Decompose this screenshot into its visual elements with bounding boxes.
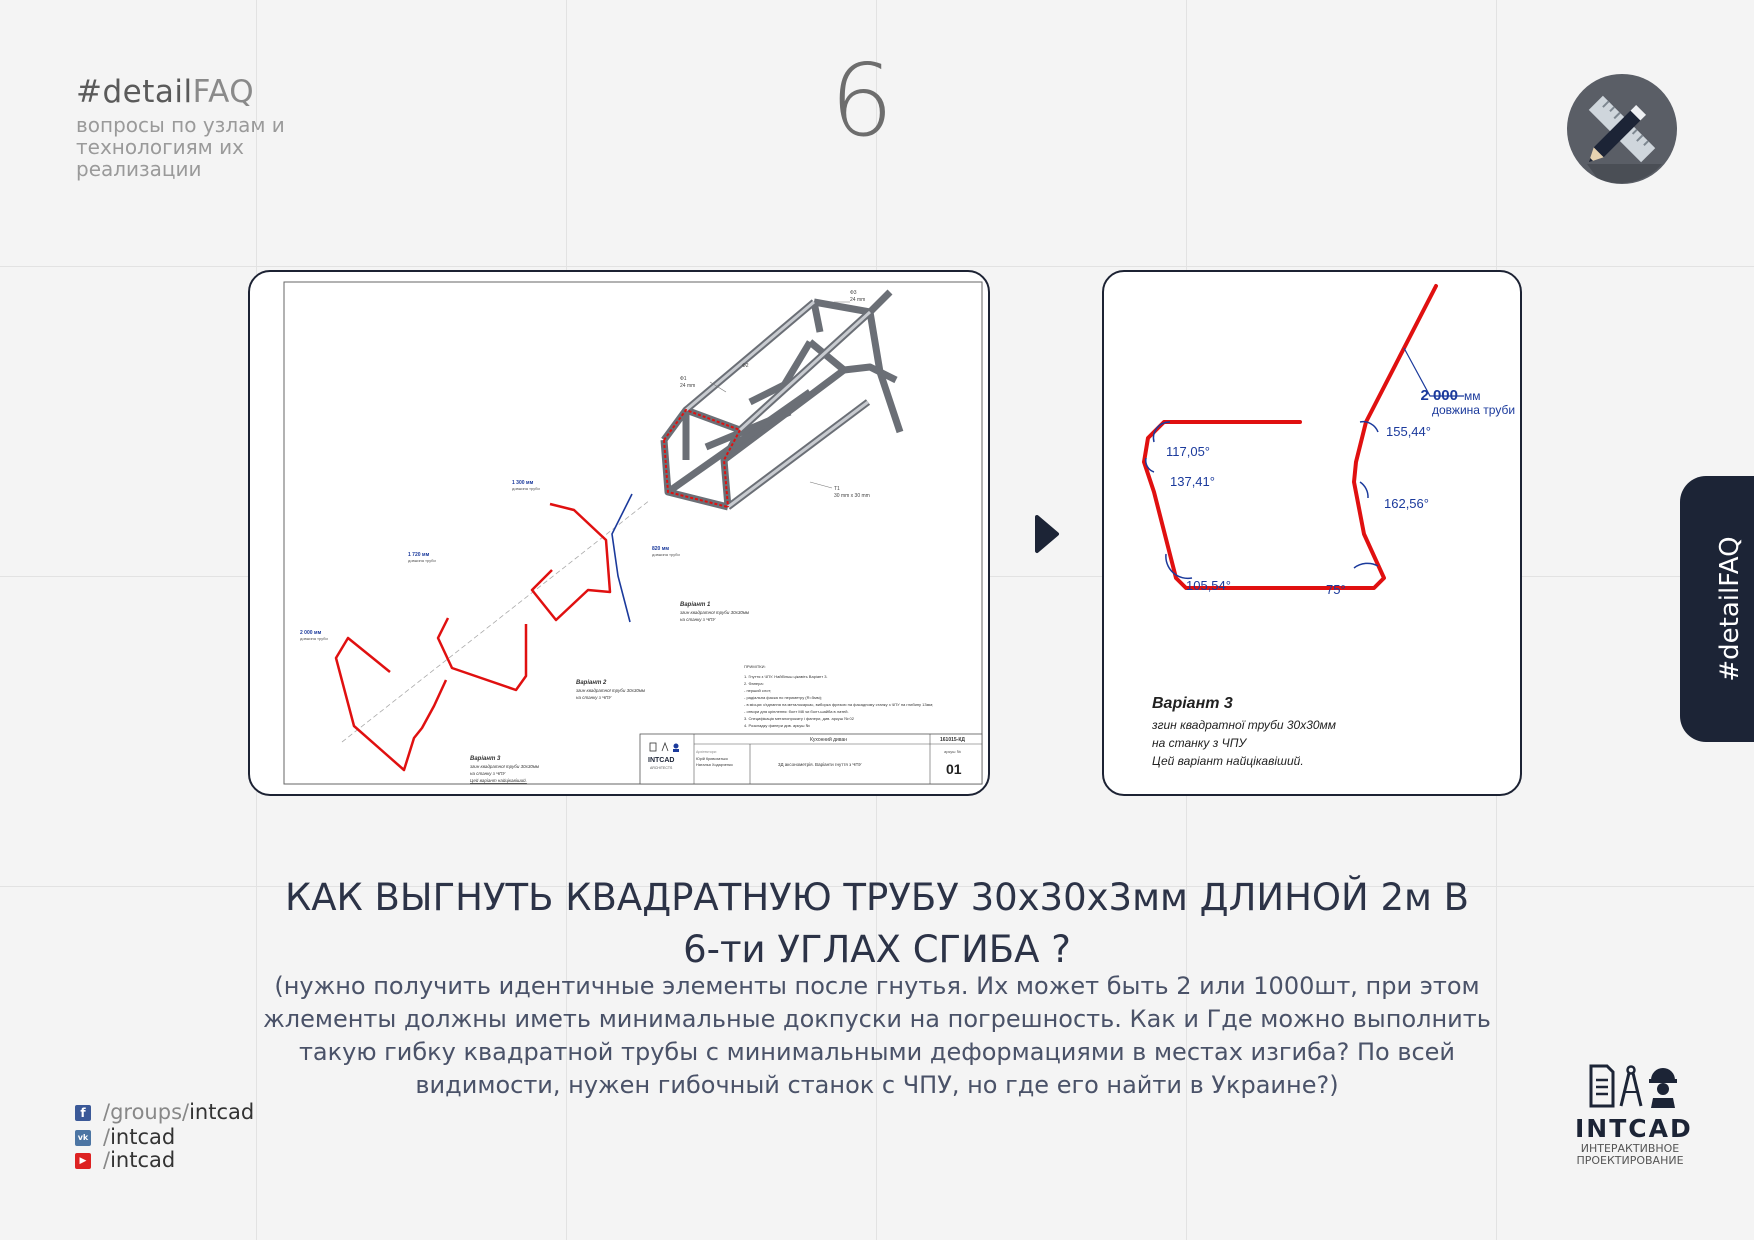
angle-label: 137,41°	[1170, 474, 1215, 489]
tube-variant-3	[336, 638, 446, 770]
architects-label: Архітектори:	[696, 750, 717, 754]
question-details: (нужно получить идентичные элементы после гнутья. Их может быть 2 или 1000шт, при этом жлементы должны иметь минимальные докпуски на погрешность. Как и Где можно выполнить такую гибку квадратной трубы с минимальными деформациями в местах изгиба? По всей видимости, нужен гибочный станок с ЧПУ, но где его найти в Украине?)	[263, 972, 1491, 1099]
tube-length-value: 2 000	[1420, 387, 1458, 404]
variant-1-line1: згин квадратної труби 30х30мм	[680, 610, 750, 615]
project-name: Кухонний диван	[810, 737, 847, 743]
drawing-sheet-card	[248, 270, 990, 796]
label-tube-length: довжина труби	[652, 552, 680, 557]
tube-length-unit: мм	[1464, 389, 1481, 403]
label-tube-length: довжина труби	[408, 558, 436, 563]
notes-item: - отвори для кріплення: болт М8 чи болт-шайба в латей.	[744, 709, 849, 714]
variant-1-title: Варіант 1	[680, 602, 711, 608]
angle-label: 75°	[1326, 582, 1346, 597]
label-f3: Ф3	[850, 290, 857, 296]
brand-title	[76, 74, 316, 110]
label-f2: Ф2	[742, 363, 749, 369]
variant-3-line2: на станку з ЧПУ	[1152, 736, 1247, 750]
label-t1: Т1	[834, 486, 840, 492]
social-prefix: /groups/	[103, 1100, 190, 1124]
social-link-vk[interactable]	[75, 1125, 175, 1149]
label-f1-size: 24 mm	[680, 383, 696, 389]
angle-label: 162,56°	[1384, 496, 1429, 511]
brand-block	[76, 74, 316, 180]
intcad-logo-text: INTCAD	[648, 757, 675, 764]
social-prefix: /	[103, 1148, 111, 1172]
notes-item: - радіальна фаска по периметру (R=5мм);	[744, 695, 823, 700]
variant-3-detail-card	[1102, 270, 1522, 796]
bent-tube-diagram	[1104, 272, 1522, 796]
notes-item: - в місцях з'єднання на металокаркас, виборка фрезою на фасадному станку з ЧПУ на глибину 13мм;	[744, 702, 934, 707]
sheet-label: аркуш №	[944, 749, 961, 754]
variant-2-line1: згин квадратної труби 30х30мм	[576, 688, 646, 693]
notes-item: 2. Фанера:	[744, 681, 764, 686]
variant-2-line2: на станку з ЧПУ	[576, 695, 612, 700]
headline-line1: КАК ВЫГНУТЬ КВАДРАТНУЮ ТРУБУ 30х30х3мм ДЛИНОЙ 2м В	[284, 876, 1470, 919]
label-f3-size: 24 mm	[850, 297, 866, 303]
variant-3-line1: згин квадратної труби 30х30мм	[1152, 718, 1337, 732]
variant-1-line2: на станку з ЧПУ	[680, 617, 716, 622]
project-code: 161015-КД	[940, 737, 965, 743]
architect-name: Юрій Кривохатько	[696, 757, 728, 761]
arrow-right-icon	[1034, 514, 1060, 554]
intcad-logo-sub: ARCHITECTS	[650, 766, 673, 770]
notes-item: 4. Розкладку фанери див. аркуш №	[744, 723, 810, 728]
angle-label: 117,05°	[1166, 444, 1210, 459]
side-tab[interactable]	[1680, 476, 1754, 742]
label-tube-length: довжина труби	[512, 486, 540, 491]
label-length-2000: 2 000 мм	[300, 630, 322, 636]
compass-icon	[1621, 1067, 1641, 1107]
youtube-icon: ▶	[75, 1153, 91, 1169]
builder-icon	[1649, 1068, 1677, 1108]
vk-icon: vk	[75, 1130, 91, 1146]
title-block	[640, 734, 982, 784]
label-f1: Ф1	[680, 376, 687, 382]
variant-3-title: Варіант 3	[470, 756, 501, 762]
label-t1-size: 30 mm x 30 mm	[834, 493, 870, 499]
sheet-number: 01	[946, 761, 962, 777]
brand-subtitle: вопросы по узлам и технологиям их реализации	[76, 113, 285, 181]
social-handle: intcad	[189, 1100, 255, 1124]
axonometric-drawing	[250, 272, 990, 796]
social-link-facebook[interactable]	[75, 1100, 254, 1124]
side-tab-label: #detailFAQ	[1715, 536, 1745, 682]
variant-3-title: Варіант 3	[1152, 695, 1233, 712]
label-length-1720: 1 720 мм	[408, 552, 430, 558]
variant-3-line1: згин квадратної труби 30х30мм	[470, 764, 540, 769]
sheet-description: 3Д аксонометрія. Варіанти гнуття з ЧПУ	[778, 762, 862, 767]
notes-item: 3. Специфікація металопрокату і фанери, див. аркуш № 02	[744, 716, 854, 721]
social-prefix: /	[103, 1125, 111, 1149]
tube-variant-1-blue	[612, 494, 632, 622]
label-length-820: 820 мм	[652, 546, 670, 552]
intcad-name: INTCAD	[1575, 1114, 1693, 1143]
tube-length-caption: довжина труби	[1432, 403, 1516, 417]
architect-name: Наталья Ходарченко	[696, 763, 733, 767]
notes-item: 1. Гнуття з ЧПУ. Найбільш цікавіть Варіант 3.	[744, 674, 828, 679]
document-icon	[1591, 1066, 1613, 1106]
grid-line	[0, 266, 1754, 267]
headline-line2: 6-ти УГЛАХ СГИБА ?	[683, 928, 1071, 971]
variant-2-title: Варіант 2	[576, 680, 607, 686]
intcad-logo-icons	[1575, 1062, 1685, 1110]
brand-faq: FAQ	[192, 74, 255, 110]
label-tube-length: довжина труби	[300, 636, 328, 641]
variant-3-line3: Цей варіант найцікавіший.	[1152, 754, 1304, 768]
facebook-icon: f	[75, 1105, 91, 1121]
angle-label: 155,44°	[1386, 424, 1431, 439]
notes-title: ПРИМІТКИ:	[744, 664, 766, 669]
page-number: 6	[830, 42, 894, 159]
headline	[250, 872, 1504, 976]
label-length-1300: 1 300 мм	[512, 480, 534, 486]
intcad-logo	[1575, 1062, 1693, 1167]
variant-3-line2: на станку з ЧПУ	[470, 771, 506, 776]
brand-hash: #detail	[76, 74, 193, 110]
social-handle: intcad	[110, 1148, 176, 1172]
social-handle: intcad	[110, 1125, 176, 1149]
social-link-youtube[interactable]	[75, 1148, 175, 1172]
intcad-subtitle: ИНТЕРАКТИВНОЕ ПРОЕКТИРОВАНИЕ	[1576, 1142, 1684, 1167]
ruler-pencil-icon	[1567, 74, 1677, 184]
angle-label: 105,54°	[1186, 578, 1231, 593]
variant-3-line3: Цей варіант найцікавіший.	[470, 778, 527, 783]
notes-item: - перший слот;	[744, 688, 772, 693]
tube-variant-2	[438, 618, 526, 690]
